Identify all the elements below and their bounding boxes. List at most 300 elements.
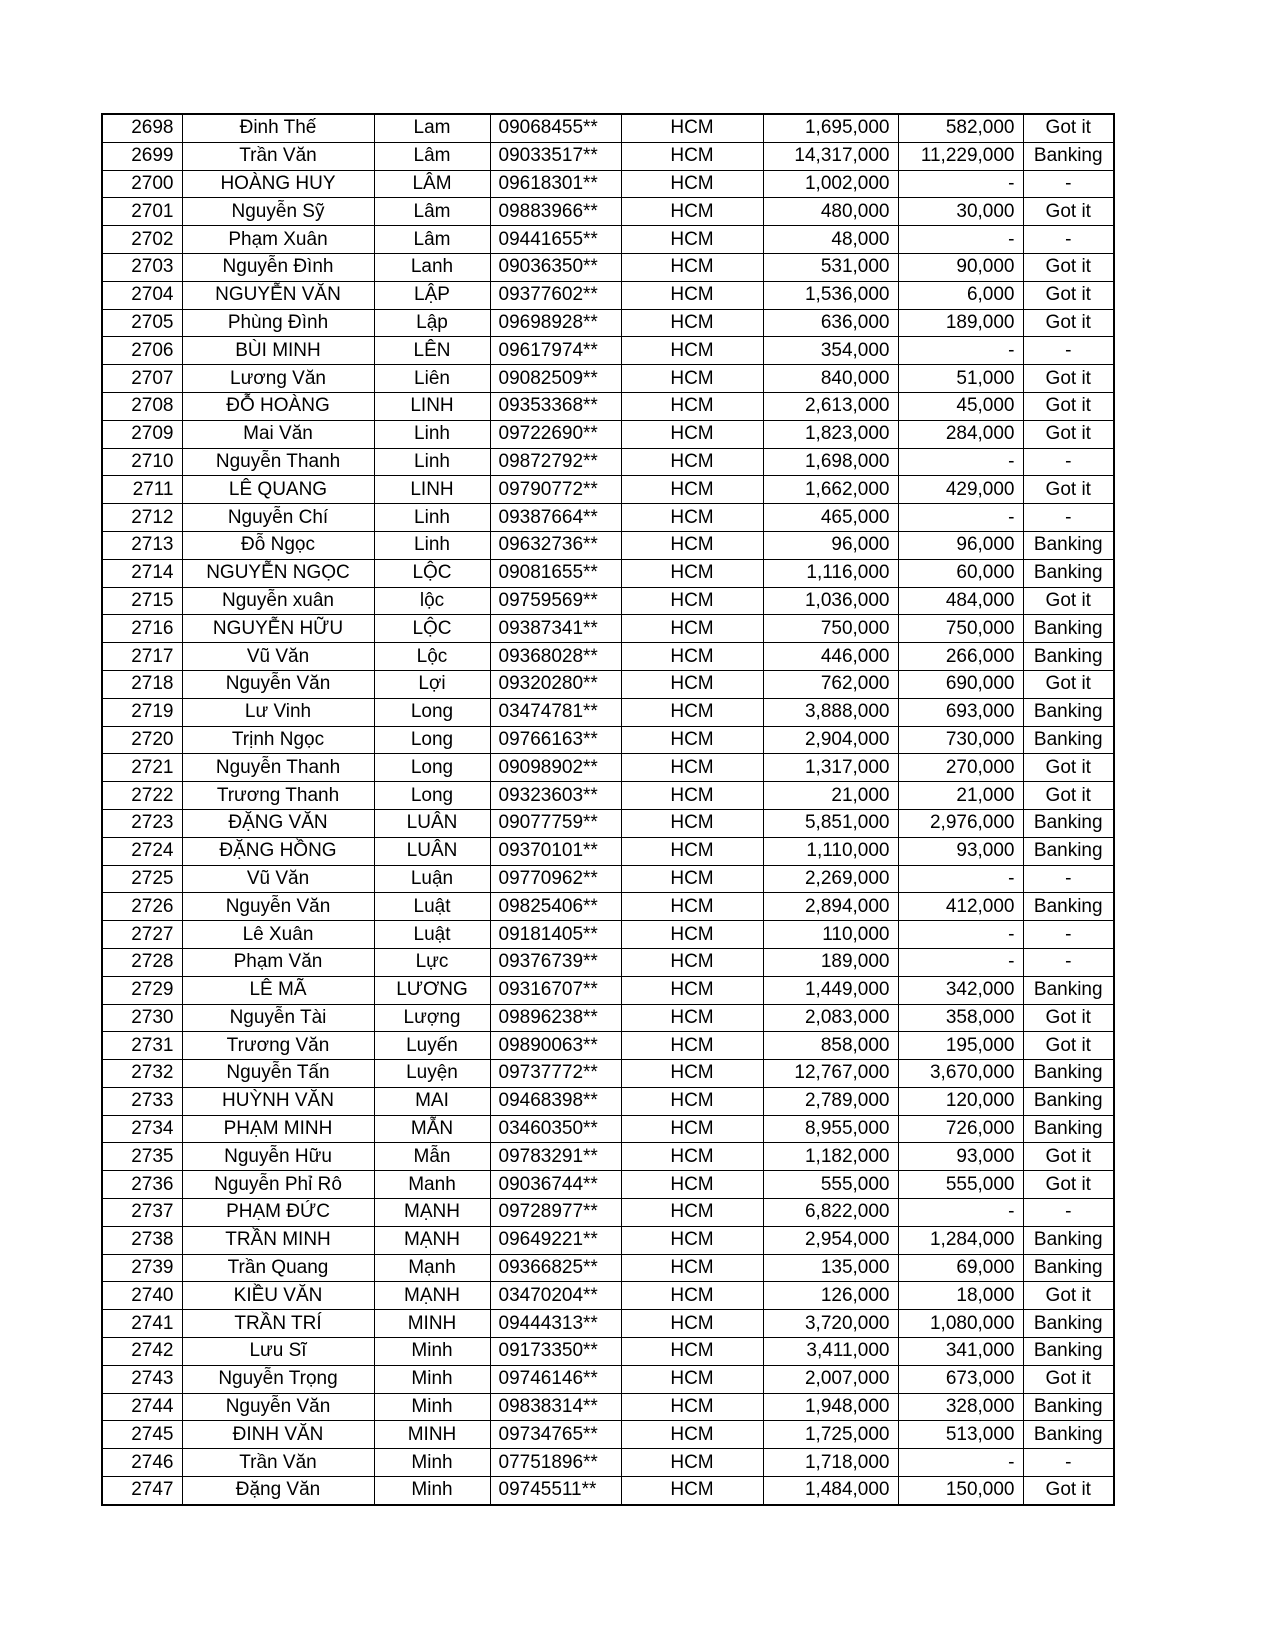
table-row — [102, 1421, 1114, 1449]
table-row — [102, 365, 1114, 393]
phone-cell: 09896238** — [490, 1004, 621, 1032]
paid-amount-cell: 1,284,000 — [898, 1226, 1023, 1254]
table-row — [102, 1282, 1114, 1310]
row-number: 2701 — [102, 198, 182, 226]
given-name-cell: Lanh — [374, 253, 490, 281]
row-number: 2706 — [102, 337, 182, 365]
table-row — [102, 615, 1114, 643]
paid-amount-cell: 90,000 — [898, 253, 1023, 281]
status-cell: Got it — [1023, 309, 1114, 337]
row-number: 2708 — [102, 392, 182, 420]
paid-amount-cell: - — [898, 921, 1023, 949]
phone-cell: 09444313** — [490, 1310, 621, 1338]
total-amount-cell: 2,789,000 — [763, 1087, 898, 1115]
city-cell: HCM — [621, 893, 763, 921]
row-number: 2736 — [102, 1171, 182, 1199]
row-number: 2705 — [102, 309, 182, 337]
row-number: 2714 — [102, 559, 182, 587]
surname-cell: Vũ Văn — [182, 865, 374, 893]
table-row — [102, 726, 1114, 754]
status-cell: Banking — [1023, 837, 1114, 865]
table-body — [102, 114, 1114, 1505]
paid-amount-cell: 429,000 — [898, 476, 1023, 504]
row-number: 2719 — [102, 698, 182, 726]
total-amount-cell: 1,116,000 — [763, 559, 898, 587]
city-cell: HCM — [621, 114, 763, 142]
row-number: 2741 — [102, 1310, 182, 1338]
given-name-cell: Mạnh — [374, 1254, 490, 1282]
total-amount-cell: 480,000 — [763, 198, 898, 226]
table-row — [102, 1226, 1114, 1254]
table-row — [102, 309, 1114, 337]
surname-cell: Nguyễn Chí — [182, 504, 374, 532]
given-name-cell: Linh — [374, 504, 490, 532]
surname-cell: Nguyễn Tài — [182, 1004, 374, 1032]
paid-amount-cell: 730,000 — [898, 726, 1023, 754]
total-amount-cell: 3,888,000 — [763, 698, 898, 726]
phone-cell: 09387341** — [490, 615, 621, 643]
surname-cell: Nguyễn Sỹ — [182, 198, 374, 226]
status-cell: Got it — [1023, 1282, 1114, 1310]
given-name-cell: Luận — [374, 865, 490, 893]
row-number: 2716 — [102, 615, 182, 643]
status-cell: Got it — [1023, 1004, 1114, 1032]
surname-cell: Mai Văn — [182, 420, 374, 448]
surname-cell: NGUYỄN NGỌC — [182, 559, 374, 587]
total-amount-cell: 3,720,000 — [763, 1310, 898, 1338]
paid-amount-cell: 1,080,000 — [898, 1310, 1023, 1338]
given-name-cell: LUÂN — [374, 809, 490, 837]
given-name-cell: Luyện — [374, 1060, 490, 1088]
paid-amount-cell: 582,000 — [898, 114, 1023, 142]
given-name-cell: Lộc — [374, 643, 490, 671]
surname-cell: Trịnh Ngọc — [182, 726, 374, 754]
table-row — [102, 198, 1114, 226]
status-cell: Banking — [1023, 643, 1114, 671]
paid-amount-cell: 412,000 — [898, 893, 1023, 921]
table-row — [102, 976, 1114, 1004]
total-amount-cell: 531,000 — [763, 253, 898, 281]
phone-cell: 03460350** — [490, 1115, 621, 1143]
phone-cell: 09181405** — [490, 921, 621, 949]
phone-cell: 09173350** — [490, 1338, 621, 1366]
phone-cell: 09790772** — [490, 476, 621, 504]
phone-cell: 03470204** — [490, 1282, 621, 1310]
paid-amount-cell: 341,000 — [898, 1338, 1023, 1366]
surname-cell: KIỀU VĂN — [182, 1282, 374, 1310]
total-amount-cell: 2,954,000 — [763, 1226, 898, 1254]
paid-amount-cell: 51,000 — [898, 365, 1023, 393]
phone-cell: 09082509** — [490, 365, 621, 393]
table-row — [102, 448, 1114, 476]
paid-amount-cell: 270,000 — [898, 754, 1023, 782]
row-number: 2709 — [102, 420, 182, 448]
paid-amount-cell: 342,000 — [898, 976, 1023, 1004]
total-amount-cell: 12,767,000 — [763, 1060, 898, 1088]
status-cell: Got it — [1023, 114, 1114, 142]
table-row — [102, 531, 1114, 559]
phone-cell: 09734765** — [490, 1421, 621, 1449]
total-amount-cell: 189,000 — [763, 948, 898, 976]
row-number: 2703 — [102, 253, 182, 281]
paid-amount-cell: 750,000 — [898, 615, 1023, 643]
paid-amount-cell: - — [898, 226, 1023, 254]
paid-amount-cell: 45,000 — [898, 392, 1023, 420]
surname-cell: Nguyễn Hữu — [182, 1143, 374, 1171]
surname-cell: Lưu Sĩ — [182, 1338, 374, 1366]
given-name-cell: Linh — [374, 420, 490, 448]
given-name-cell: MẪN — [374, 1115, 490, 1143]
table-row — [102, 1171, 1114, 1199]
total-amount-cell: 2,613,000 — [763, 392, 898, 420]
table-row — [102, 226, 1114, 254]
status-cell: - — [1023, 1199, 1114, 1227]
phone-cell: 09068455** — [490, 114, 621, 142]
table-row — [102, 587, 1114, 615]
phone-cell: 09323603** — [490, 782, 621, 810]
total-amount-cell: 1,036,000 — [763, 587, 898, 615]
city-cell: HCM — [621, 448, 763, 476]
status-cell: Banking — [1023, 726, 1114, 754]
total-amount-cell: 1,182,000 — [763, 1143, 898, 1171]
status-cell: - — [1023, 1449, 1114, 1477]
phone-cell: 09036744** — [490, 1171, 621, 1199]
status-cell: Banking — [1023, 1421, 1114, 1449]
paid-amount-cell: 21,000 — [898, 782, 1023, 810]
status-cell: - — [1023, 226, 1114, 254]
city-cell: HCM — [621, 142, 763, 170]
table-row — [102, 1310, 1114, 1338]
phone-cell: 09468398** — [490, 1087, 621, 1115]
row-number: 2742 — [102, 1338, 182, 1366]
city-cell: HCM — [621, 809, 763, 837]
surname-cell: PHẠM ĐỨC — [182, 1199, 374, 1227]
given-name-cell: MẠNH — [374, 1226, 490, 1254]
row-number: 2744 — [102, 1393, 182, 1421]
city-cell: HCM — [621, 1032, 763, 1060]
phone-cell: 09746146** — [490, 1365, 621, 1393]
row-number: 2715 — [102, 587, 182, 615]
given-name-cell: Long — [374, 726, 490, 754]
phone-cell: 09387664** — [490, 504, 621, 532]
city-cell: HCM — [621, 670, 763, 698]
city-cell: HCM — [621, 1310, 763, 1338]
paid-amount-cell: 30,000 — [898, 198, 1023, 226]
status-cell: Banking — [1023, 1254, 1114, 1282]
status-cell: Got it — [1023, 1032, 1114, 1060]
row-number: 2718 — [102, 670, 182, 698]
row-number: 2700 — [102, 170, 182, 198]
status-cell: Got it — [1023, 253, 1114, 281]
given-name-cell: Manh — [374, 1171, 490, 1199]
row-number: 2735 — [102, 1143, 182, 1171]
status-cell: Got it — [1023, 392, 1114, 420]
surname-cell: ĐẶNG VĂN — [182, 809, 374, 837]
status-cell: Got it — [1023, 198, 1114, 226]
total-amount-cell: 2,007,000 — [763, 1365, 898, 1393]
given-name-cell: LÂM — [374, 170, 490, 198]
paid-amount-cell: 18,000 — [898, 1282, 1023, 1310]
status-cell: Banking — [1023, 698, 1114, 726]
table-row — [102, 1393, 1114, 1421]
city-cell: HCM — [621, 754, 763, 782]
given-name-cell: Lâm — [374, 226, 490, 254]
row-number: 2734 — [102, 1115, 182, 1143]
row-number: 2739 — [102, 1254, 182, 1282]
city-cell: HCM — [621, 1087, 763, 1115]
city-cell: HCM — [621, 587, 763, 615]
given-name-cell: Luật — [374, 893, 490, 921]
phone-cell: 09770962** — [490, 865, 621, 893]
row-number: 2699 — [102, 142, 182, 170]
status-cell: Banking — [1023, 1338, 1114, 1366]
city-cell: HCM — [621, 837, 763, 865]
table-row — [102, 1115, 1114, 1143]
total-amount-cell: 1,536,000 — [763, 281, 898, 309]
table-row — [102, 782, 1114, 810]
paid-amount-cell: 284,000 — [898, 420, 1023, 448]
phone-cell: 09872792** — [490, 448, 621, 476]
status-cell: Got it — [1023, 281, 1114, 309]
status-cell: Got it — [1023, 476, 1114, 504]
surname-cell: ĐẶNG HỒNG — [182, 837, 374, 865]
surname-cell: LÊ QUANG — [182, 476, 374, 504]
phone-cell: 07751896** — [490, 1449, 621, 1477]
row-number: 2726 — [102, 893, 182, 921]
given-name-cell: Lực — [374, 948, 490, 976]
city-cell: HCM — [621, 198, 763, 226]
row-number: 2728 — [102, 948, 182, 976]
row-number: 2704 — [102, 281, 182, 309]
total-amount-cell: 2,894,000 — [763, 893, 898, 921]
phone-cell: 09722690** — [490, 420, 621, 448]
status-cell: Banking — [1023, 1087, 1114, 1115]
given-name-cell: Linh — [374, 531, 490, 559]
table-row — [102, 392, 1114, 420]
table-row — [102, 337, 1114, 365]
surname-cell: Trần Văn — [182, 1449, 374, 1477]
paid-amount-cell: 11,229,000 — [898, 142, 1023, 170]
status-cell: Got it — [1023, 365, 1114, 393]
total-amount-cell: 48,000 — [763, 226, 898, 254]
city-cell: HCM — [621, 1004, 763, 1032]
surname-cell: HUỲNH VĂN — [182, 1087, 374, 1115]
total-amount-cell: 1,718,000 — [763, 1449, 898, 1477]
paid-amount-cell: 484,000 — [898, 587, 1023, 615]
phone-cell: 09370101** — [490, 837, 621, 865]
total-amount-cell: 762,000 — [763, 670, 898, 698]
status-cell: Banking — [1023, 976, 1114, 1004]
table-row — [102, 281, 1114, 309]
total-amount-cell: 1,110,000 — [763, 837, 898, 865]
table-row — [102, 809, 1114, 837]
table-row — [102, 1449, 1114, 1477]
surname-cell: LÊ MÃ — [182, 976, 374, 1004]
surname-cell: Lê Xuân — [182, 921, 374, 949]
phone-cell: 09883966** — [490, 198, 621, 226]
given-name-cell: LINH — [374, 392, 490, 420]
surname-cell: Nguyễn Văn — [182, 893, 374, 921]
row-number: 2710 — [102, 448, 182, 476]
given-name-cell: Lâm — [374, 142, 490, 170]
total-amount-cell: 1,317,000 — [763, 754, 898, 782]
phone-cell: 09353368** — [490, 392, 621, 420]
surname-cell: Phạm Xuân — [182, 226, 374, 254]
total-amount-cell: 1,823,000 — [763, 420, 898, 448]
paid-amount-cell: - — [898, 865, 1023, 893]
paid-amount-cell: - — [898, 1449, 1023, 1477]
city-cell: HCM — [621, 1338, 763, 1366]
paid-amount-cell: 358,000 — [898, 1004, 1023, 1032]
city-cell: HCM — [621, 420, 763, 448]
surname-cell: ĐINH VĂN — [182, 1421, 374, 1449]
surname-cell: Nguyễn Trọng — [182, 1365, 374, 1393]
table-row — [102, 670, 1114, 698]
surname-cell: TRẦN MINH — [182, 1226, 374, 1254]
surname-cell: TRẦN TRÍ — [182, 1310, 374, 1338]
paid-amount-cell: 69,000 — [898, 1254, 1023, 1282]
given-name-cell: MẠNH — [374, 1199, 490, 1227]
table-row — [102, 1338, 1114, 1366]
row-number: 2746 — [102, 1449, 182, 1477]
table-row — [102, 114, 1114, 142]
paid-amount-cell: - — [898, 504, 1023, 532]
city-cell: HCM — [621, 1171, 763, 1199]
paid-amount-cell: 2,976,000 — [898, 809, 1023, 837]
given-name-cell: LÊN — [374, 337, 490, 365]
given-name-cell: Lâm — [374, 198, 490, 226]
given-name-cell: Long — [374, 782, 490, 810]
given-name-cell: lộc — [374, 587, 490, 615]
phone-cell: 09081655** — [490, 559, 621, 587]
phone-cell: 09649221** — [490, 1226, 621, 1254]
row-number: 2698 — [102, 114, 182, 142]
phone-cell: 09036350** — [490, 253, 621, 281]
phone-cell: 09368028** — [490, 643, 621, 671]
total-amount-cell: 110,000 — [763, 921, 898, 949]
status-cell: Banking — [1023, 559, 1114, 587]
paid-amount-cell: 96,000 — [898, 531, 1023, 559]
given-name-cell: MẠNH — [374, 1282, 490, 1310]
paid-amount-cell: 195,000 — [898, 1032, 1023, 1060]
surname-cell: Nguyễn Thanh — [182, 448, 374, 476]
table-row — [102, 1004, 1114, 1032]
phone-cell: 09441655** — [490, 226, 621, 254]
city-cell: HCM — [621, 392, 763, 420]
status-cell: Banking — [1023, 1393, 1114, 1421]
paid-amount-cell: 3,670,000 — [898, 1060, 1023, 1088]
row-number: 2712 — [102, 504, 182, 532]
given-name-cell: LUÂN — [374, 837, 490, 865]
phone-cell: 09766163** — [490, 726, 621, 754]
total-amount-cell: 636,000 — [763, 309, 898, 337]
row-number: 2711 — [102, 476, 182, 504]
status-cell: Got it — [1023, 782, 1114, 810]
table-row — [102, 559, 1114, 587]
status-cell: Banking — [1023, 142, 1114, 170]
surname-cell: Đỗ Ngọc — [182, 531, 374, 559]
customer-table — [101, 113, 1115, 1506]
given-name-cell: Long — [374, 698, 490, 726]
given-name-cell: MINH — [374, 1421, 490, 1449]
status-cell: Banking — [1023, 531, 1114, 559]
surname-cell: Phùng Đình — [182, 309, 374, 337]
table-row — [102, 504, 1114, 532]
city-cell: HCM — [621, 615, 763, 643]
phone-cell: 09737772** — [490, 1060, 621, 1088]
phone-cell: 09366825** — [490, 1254, 621, 1282]
total-amount-cell: 750,000 — [763, 615, 898, 643]
phone-cell: 09320280** — [490, 670, 621, 698]
total-amount-cell: 465,000 — [763, 504, 898, 532]
phone-cell: 09377602** — [490, 281, 621, 309]
given-name-cell: MAI — [374, 1087, 490, 1115]
given-name-cell: Minh — [374, 1449, 490, 1477]
status-cell: Banking — [1023, 1310, 1114, 1338]
row-number: 2717 — [102, 643, 182, 671]
city-cell: HCM — [621, 1115, 763, 1143]
surname-cell: Nguyễn Phỉ Rô — [182, 1171, 374, 1199]
paid-amount-cell: 6,000 — [898, 281, 1023, 309]
status-cell: Got it — [1023, 1143, 1114, 1171]
given-name-cell: MINH — [374, 1310, 490, 1338]
row-number: 2707 — [102, 365, 182, 393]
city-cell: HCM — [621, 1393, 763, 1421]
given-name-cell: Minh — [374, 1365, 490, 1393]
city-cell: HCM — [621, 1226, 763, 1254]
total-amount-cell: 135,000 — [763, 1254, 898, 1282]
paid-amount-cell: 555,000 — [898, 1171, 1023, 1199]
total-amount-cell: 96,000 — [763, 531, 898, 559]
total-amount-cell: 6,822,000 — [763, 1199, 898, 1227]
phone-cell: 09316707** — [490, 976, 621, 1004]
given-name-cell: Minh — [374, 1393, 490, 1421]
surname-cell: ĐỖ HOÀNG — [182, 392, 374, 420]
status-cell: Got it — [1023, 1477, 1114, 1505]
city-cell: HCM — [621, 948, 763, 976]
status-cell: - — [1023, 504, 1114, 532]
given-name-cell: Lợi — [374, 670, 490, 698]
total-amount-cell: 1,695,000 — [763, 114, 898, 142]
given-name-cell: Lam — [374, 114, 490, 142]
total-amount-cell: 1,948,000 — [763, 1393, 898, 1421]
given-name-cell: LẬP — [374, 281, 490, 309]
table-row — [102, 1143, 1114, 1171]
table-row — [102, 1087, 1114, 1115]
paid-amount-cell: - — [898, 337, 1023, 365]
status-cell: - — [1023, 865, 1114, 893]
row-number: 2722 — [102, 782, 182, 810]
city-cell: HCM — [621, 1365, 763, 1393]
phone-cell: 09783291** — [490, 1143, 621, 1171]
status-cell: Banking — [1023, 615, 1114, 643]
city-cell: HCM — [621, 531, 763, 559]
city-cell: HCM — [621, 337, 763, 365]
table-row — [102, 1477, 1114, 1505]
city-cell: HCM — [621, 1143, 763, 1171]
given-name-cell: Lượng — [374, 1004, 490, 1032]
phone-cell: 09745511** — [490, 1477, 621, 1505]
row-number: 2737 — [102, 1199, 182, 1227]
row-number: 2745 — [102, 1421, 182, 1449]
row-number: 2730 — [102, 1004, 182, 1032]
paid-amount-cell: 150,000 — [898, 1477, 1023, 1505]
phone-cell: 09698928** — [490, 309, 621, 337]
row-number: 2743 — [102, 1365, 182, 1393]
table-row — [102, 1254, 1114, 1282]
status-cell: Got it — [1023, 420, 1114, 448]
phone-cell: 09617974** — [490, 337, 621, 365]
